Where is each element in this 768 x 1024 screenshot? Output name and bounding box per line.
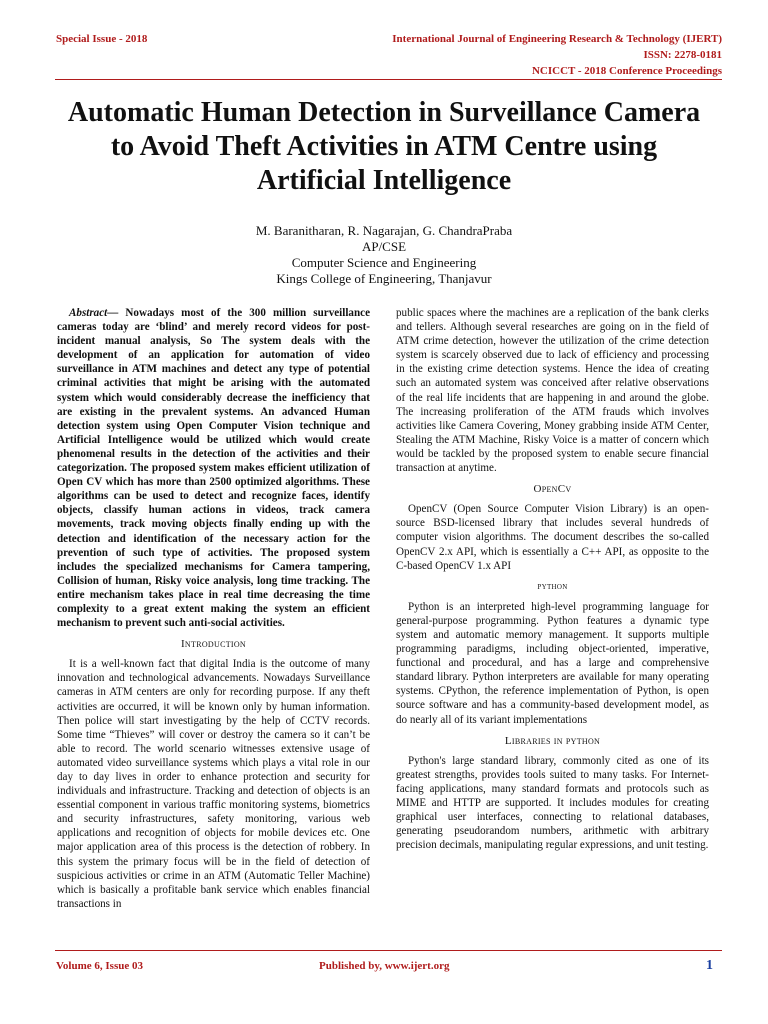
paper-title: Automatic Human Detection in Surveillance Camera to Avoid Theft Activities in ATM Centre using Artificial Intelligence: [67, 97, 701, 196]
right-column: [396, 306, 709, 852]
header-journal: [392, 31, 722, 79]
author-department: Computer Science and Engineering: [291, 255, 477, 270]
introduction-text: It is a well-known fact that digital India is the outcome of many innovation and technological advancements. Nowadays Surveillance cameras in ATM centers are only for recording purpose. If any theft activities are occurred, it will be known only by human information. Then police will start investigating by the help of CCTV records. Some time “Thieves” will cover or destroy the camera so it can’t be able to record. The world scenario witnesses extensive usage of automated video surveillance systems which plays a vital role in our day to day lives in order to enhance protection and security for individuals and infrastructure. Tracking and detection of objects is an essential component in various traffic monitoring systems, biometrics and security infrastructures, safety monitoring, various web applications and recognition of objects for mobile devices etc. One major application area of this process is the detection of robbery. In this system the primary focus will be in the field of detection of suspicious activities or crime in an ATM (Automatic Teller Machine) which is basically a profitable bank service which enables financial transactions in: [57, 658, 370, 910]
abstract: [57, 306, 370, 630]
header-rule: [55, 79, 722, 80]
opencv-text: OpenCV (Open Source Computer Vision Library) is an open-source BSD-licensed library that includes several hundreds of computer vision algorithms. The document describes the so-called OpenCV 2.x API, which is essentially a C++ API, as opposite to the C-based OpenCV 1.x API: [396, 503, 709, 572]
author-position: AP/CSE: [361, 239, 407, 254]
section-heading-python: python: [537, 581, 568, 592]
footer-publisher: Published by, www.ijert.org: [319, 960, 450, 972]
footer-rule: [55, 950, 722, 951]
left-column: [57, 306, 370, 911]
author-institution: Kings College of Engineering, Thanjavur: [276, 271, 492, 286]
footer-volume: Volume 6, Issue 03: [56, 960, 143, 972]
author-names: M. Baranitharan, R. Nagarajan, G. ChandraPraba: [255, 223, 513, 238]
abstract-label: Abstract—: [69, 307, 119, 319]
introduction-continued: public spaces where the machines are a replication of the bank clerks and tellers. Although several researches are going on in the field of ATM crime detection, however the utilization of the crime detection system is scarcely observed due to lack of efficiency and processing in the existing crime detection systems. Hence the idea of creating such an automated system was conceived after relative observations of the real life incidents that are happening in and around the globe. The increasing proliferation of the ATM frauds which involves activities like Camera Covering, Money grabbing inside ATM Center, Stealing the ATM Machine, Risky Voice is a matter of concern which would be tackled by the proposed system to enable secure financial transaction at anytime.: [396, 307, 709, 475]
journal-name: International Journal of Engineering Research & Technology (IJERT): [392, 33, 722, 45]
python-text: Python is an interpreted high-level programming language for general-purpose programming. Python features a dynamic type system and automatic memory management. It supports multiple programming paradigms, including object-oriented, imperative, functional and procedural, and has a large and comprehensive standard library. Python interpreters are available for many operating systems. CPython, the reference implementation of Python, is open source software and has a community-based development model, as do nearly all of its variant implementations: [396, 600, 709, 726]
author-block: [60, 223, 708, 287]
section-heading-introduction: Introduction: [180, 638, 247, 651]
page-number: 1: [706, 958, 713, 973]
conference-name: NCICCT - 2018 Conference Proceedings: [531, 65, 722, 77]
section-heading-opencv: OpenCv: [533, 483, 572, 496]
header-issue: Special Issue - 2018: [56, 33, 148, 45]
journal-issn: ISSN: 2278-0181: [643, 49, 722, 61]
abstract-text: Nowadays most of the 300 million surveillance cameras today are ‘blind’ and merely record videos for post-incident manual analysis, So The system deals with the development of an application for automation of video surveillance in ATM machines and detect any type of potential criminal activities that might be arising with the automated system which would considerably decrease the inefficiency that are existing in the prevalent systems. An advanced Human detection system using Open Computer Vision technique and Artificial Intelligence would be utilized which would create phenomenal results in the detection of the activities and their categorization. The proposed system makes efficient utilization of Open CV which has more than 2500 optimized algorithms. These algorithms can be used to detect and recognize faces, identify objects, classify human actions in videos, track camera movements, track moving objects finally ending up with the detection and identification of the necessary action for the prevention of such type of activities. The proposed system includes the specialized mechanisms for Camera tampering, Collision of human, Risky voice analysis, long time tracking. The entire mechanism takes place in real time decreasing the time complexity to a great extent making the system an efficient mechanism to prevent such anti-social activities.: [57, 307, 370, 630]
libraries-text: Python's large standard library, commonly cited as one of its greatest strengths, provides tools suited to many tasks. For Internet-facing applications, many standard formats and protocols such as MIME and HTTP are supported. It includes modules for creating graphical user interfaces, connecting to relational databases, generating pseudorandom numbers, arithmetic with arbitrary precision decimals, manipulating regular expressions, and unit testing.: [396, 754, 709, 852]
section-heading-libraries: Libraries in python: [504, 734, 601, 747]
